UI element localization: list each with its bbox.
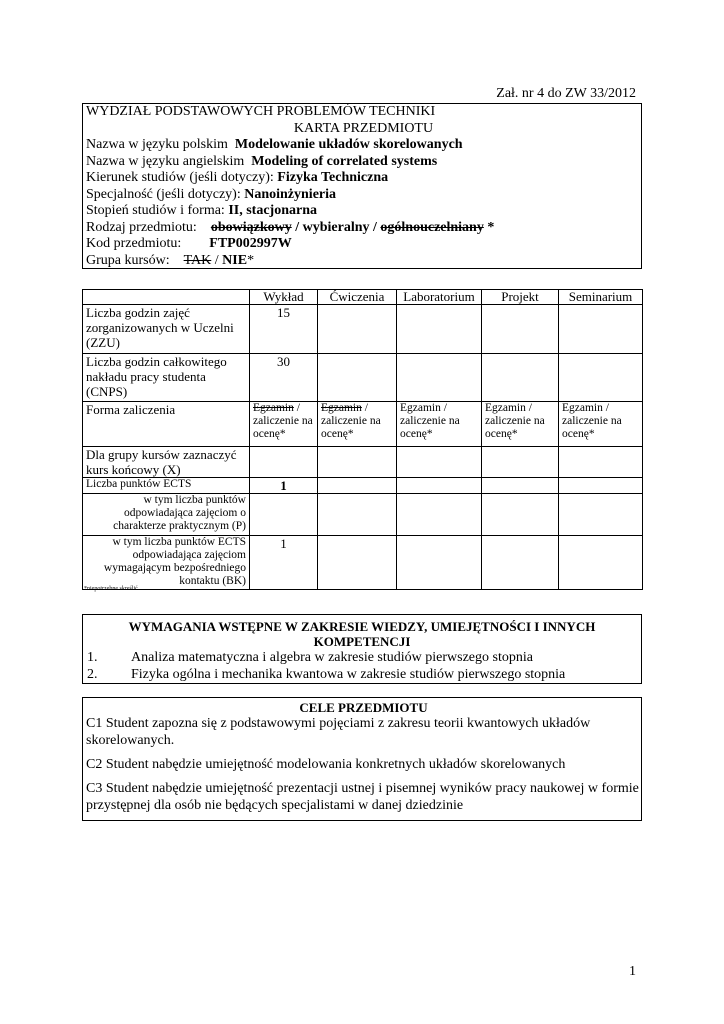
table-cell: [482, 494, 559, 536]
type-separator: /: [291, 219, 303, 235]
name-en-label: Nazwa w języku angielskim: [86, 153, 245, 169]
table-cell: [318, 494, 397, 536]
list-item: [83, 666, 641, 683]
table-cell: [397, 478, 482, 494]
group-label: Grupa kursów:: [86, 252, 170, 268]
group-row: [86, 253, 641, 270]
table-cell: [397, 354, 482, 402]
table-header-row: [83, 290, 643, 305]
row-label-zzu: Liczba godzin zajęć zorganizowanych w Uczelni (ZZU): [83, 305, 250, 354]
code-value: FTP002997W: [209, 236, 292, 251]
row-label-ects: Liczba punktów ECTS: [83, 478, 250, 494]
table-cell: [559, 536, 643, 590]
specialty-label: Specjalność (jeśli dotyczy):: [86, 186, 241, 202]
type-obligatory: obowiązkowy: [210, 219, 292, 235]
hours-table: [82, 289, 643, 590]
row-label-group: Dla grupy kursów zaznaczyć kurs końcowy (X): [83, 447, 250, 478]
group-separator: /: [211, 252, 223, 268]
table-row: [83, 447, 643, 478]
table-row: [83, 354, 643, 402]
table-cell: Egzamin / zaliczenie na ocenę*: [559, 402, 643, 447]
table-cell: 1: [250, 478, 318, 494]
table-cell: [482, 447, 559, 478]
table-corner: [83, 290, 250, 305]
course-goals-section: [82, 697, 642, 821]
column-header: Projekt: [482, 290, 559, 305]
type-row: [86, 220, 641, 237]
item-number: 2.: [87, 667, 98, 682]
table-cell: [318, 447, 397, 478]
table-row: [83, 402, 643, 447]
goal-item: C2 Student nabędzie umiejętność modelowania konkretnych układów skorelowanych: [86, 757, 566, 772]
column-header: Wykład: [250, 290, 318, 305]
table-row: [83, 494, 643, 536]
table-cell: [250, 447, 318, 478]
table-cell: [559, 305, 643, 354]
group-no: NIE: [222, 252, 248, 268]
group-yes: TAK: [183, 252, 212, 268]
column-header: Laboratorium: [397, 290, 482, 305]
list-item: [83, 649, 641, 666]
level-row: [86, 203, 641, 220]
footnote: *niepotrzebne skreślić: [84, 586, 138, 592]
code-row: [86, 236, 641, 253]
table-cell: 15: [250, 305, 318, 354]
name-en-value: Modeling of correlated systems: [251, 153, 438, 169]
table-cell: [318, 402, 397, 447]
name-pl-label: Nazwa w języku polskim: [86, 137, 228, 152]
table-cell: [559, 494, 643, 536]
table-cell: [559, 447, 643, 478]
column-header: Ćwiczenia: [318, 290, 397, 305]
page-number: 1: [629, 964, 636, 979]
row-label-bk: w tym liczba punktów ECTS odpowiadająca zajęciom wymagającym bezpośredniego kontaktu (BK): [83, 536, 250, 590]
exam-option: Egzamin: [253, 402, 294, 414]
row-label-form: Forma zaliczenia: [83, 402, 250, 447]
direction-value: Fizyka Techniczna: [277, 170, 389, 185]
code-label: Kod przedmiotu:: [86, 236, 182, 251]
type-separator: /: [369, 219, 381, 235]
row-label-practical: w tym liczba punktów odpowiadająca zajęciom o charakterze praktycznym (P): [83, 494, 250, 536]
table-cell: 1: [250, 536, 318, 590]
name-pl-value: Modelowanie układów skorelowanych: [234, 137, 463, 152]
table-cell: [397, 447, 482, 478]
item-text: Fizyka ogólna i mechanika kwantowa w zakresie studiów pierwszego stopnia: [131, 667, 566, 682]
course-card-header: [82, 103, 642, 269]
table-row: [83, 536, 643, 590]
name-pl-row: [86, 137, 641, 154]
item-text: Analiza matematyczna i algebra w zakresie studiów pierwszego stopnia: [131, 650, 533, 665]
section-title: CELE PRZEDMIOTU: [299, 700, 428, 715]
table-cell: [482, 536, 559, 590]
section-title: WYMAGANIA WSTĘPNE W ZAKRESIE WIEDZY, UMIEJĘTNOŚCI I INNYCH KOMPETENCJI: [128, 619, 596, 649]
table-cell: [397, 494, 482, 536]
prerequisites-section: [82, 614, 642, 684]
specialty-value: Nanoinżynieria: [244, 186, 337, 202]
table-row: [83, 305, 643, 354]
table-cell: [559, 354, 643, 402]
table-cell: [318, 536, 397, 590]
goal-item: C3 Student nabędzie umiejętność prezentacji ustnej i pisemnej wyników pracy naukowej w formie przystępnej dla osób nie będących specjalistami w danej dziedzinie: [86, 781, 639, 813]
type-elective: wybieralny: [302, 219, 370, 235]
table-cell: [482, 478, 559, 494]
credit-option: / zaliczenie na ocenę*: [321, 402, 381, 440]
exam-option: Egzamin: [321, 402, 362, 414]
table-cell: [318, 305, 397, 354]
table-cell: [250, 494, 318, 536]
table-cell: [318, 354, 397, 402]
group-asterisk: *: [247, 252, 255, 268]
table-cell: Egzamin / zaliczenie na ocenę*: [397, 402, 482, 447]
direction-row: [86, 170, 641, 187]
attachment-reference: Zał. nr 4 do ZW 33/2012: [496, 86, 636, 101]
table-cell: [482, 305, 559, 354]
specialty-row: [86, 187, 641, 204]
table-cell: Egzamin / zaliczenie na ocenę*: [482, 402, 559, 447]
table-cell: [559, 478, 643, 494]
faculty-name: WYDZIAŁ PODSTAWOWYCH PROBLEMÓW TECHNIKI: [86, 104, 436, 119]
card-title: KARTA PRZEDMIOTU: [293, 120, 434, 136]
table-cell: [250, 402, 318, 447]
credit-option: / zaliczenie na ocenę*: [253, 402, 313, 440]
level-label: Stopień studiów i forma:: [86, 203, 225, 218]
item-number: 1.: [87, 650, 98, 665]
direction-label: Kierunek studiów (jeśli dotyczy):: [86, 170, 274, 185]
table-row: [83, 478, 643, 494]
table-cell: [318, 478, 397, 494]
type-general: ogólnouczelniany: [380, 219, 484, 235]
type-label: Rodzaj przedmiotu:: [86, 219, 197, 235]
column-header: Seminarium: [559, 290, 643, 305]
name-en-row: [86, 154, 641, 171]
table-cell: [397, 536, 482, 590]
table-cell: 30: [250, 354, 318, 402]
type-asterisk: *: [483, 219, 495, 235]
table-cell: [397, 305, 482, 354]
level-value: II, stacjonarna: [228, 203, 317, 218]
table-cell: [482, 354, 559, 402]
goal-item: C1 Student zapozna się z podstawowymi pojęciami z zakresu teorii kwantowych układów skorelowanych.: [86, 716, 591, 748]
row-label-cnps: Liczba godzin całkowitego nakładu pracy studenta (CNPS): [83, 354, 250, 402]
